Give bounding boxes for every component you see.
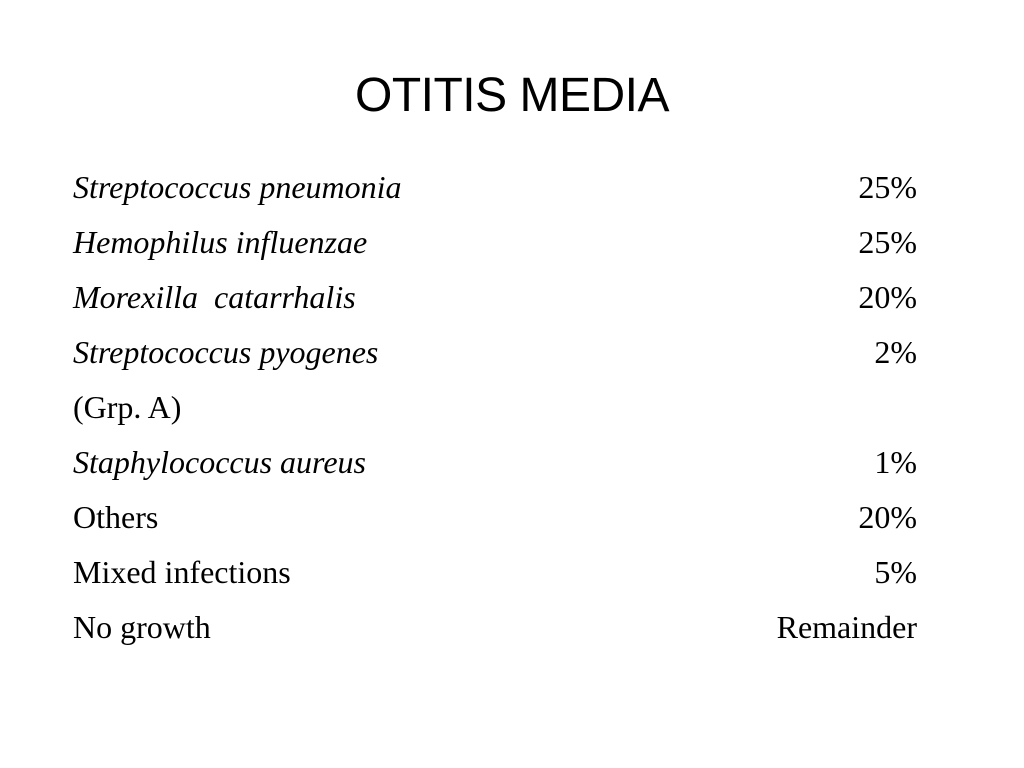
percentage-value: 20%	[858, 279, 917, 315]
table-row	[73, 545, 917, 600]
slide-title: OTITIS MEDIA	[354, 69, 669, 122]
table-row	[73, 600, 917, 655]
table-row	[73, 380, 917, 435]
table-row	[73, 270, 917, 325]
organism-group-note: (Grp. A)	[73, 389, 182, 425]
percentage-value: 1%	[874, 444, 917, 480]
organism-name: Morexilla catarrhalis	[73, 279, 356, 315]
percentage-value: 25%	[858, 224, 917, 260]
organism-name: No growth	[73, 609, 211, 645]
percentage-value: 2%	[874, 334, 917, 370]
organism-name: Mixed infections	[73, 554, 291, 590]
table-row	[73, 435, 917, 490]
organism-name: Hemophilus influenzae	[73, 224, 368, 260]
percentage-value: 5%	[874, 554, 917, 590]
etiology-table	[73, 160, 917, 655]
percentage-value: 25%	[858, 169, 917, 205]
organism-name: Staphylococcus aureus	[73, 444, 366, 480]
percentage-value: 20%	[858, 499, 917, 535]
table-row	[73, 215, 917, 270]
table-row	[73, 160, 917, 215]
organism-name: Streptococcus pyogenes	[73, 334, 379, 370]
percentage-value: Remainder	[776, 609, 917, 645]
table-row	[73, 325, 917, 380]
organism-name: Others	[73, 499, 159, 535]
organism-name: Streptococcus pneumonia	[73, 169, 402, 205]
table-row	[73, 490, 917, 545]
